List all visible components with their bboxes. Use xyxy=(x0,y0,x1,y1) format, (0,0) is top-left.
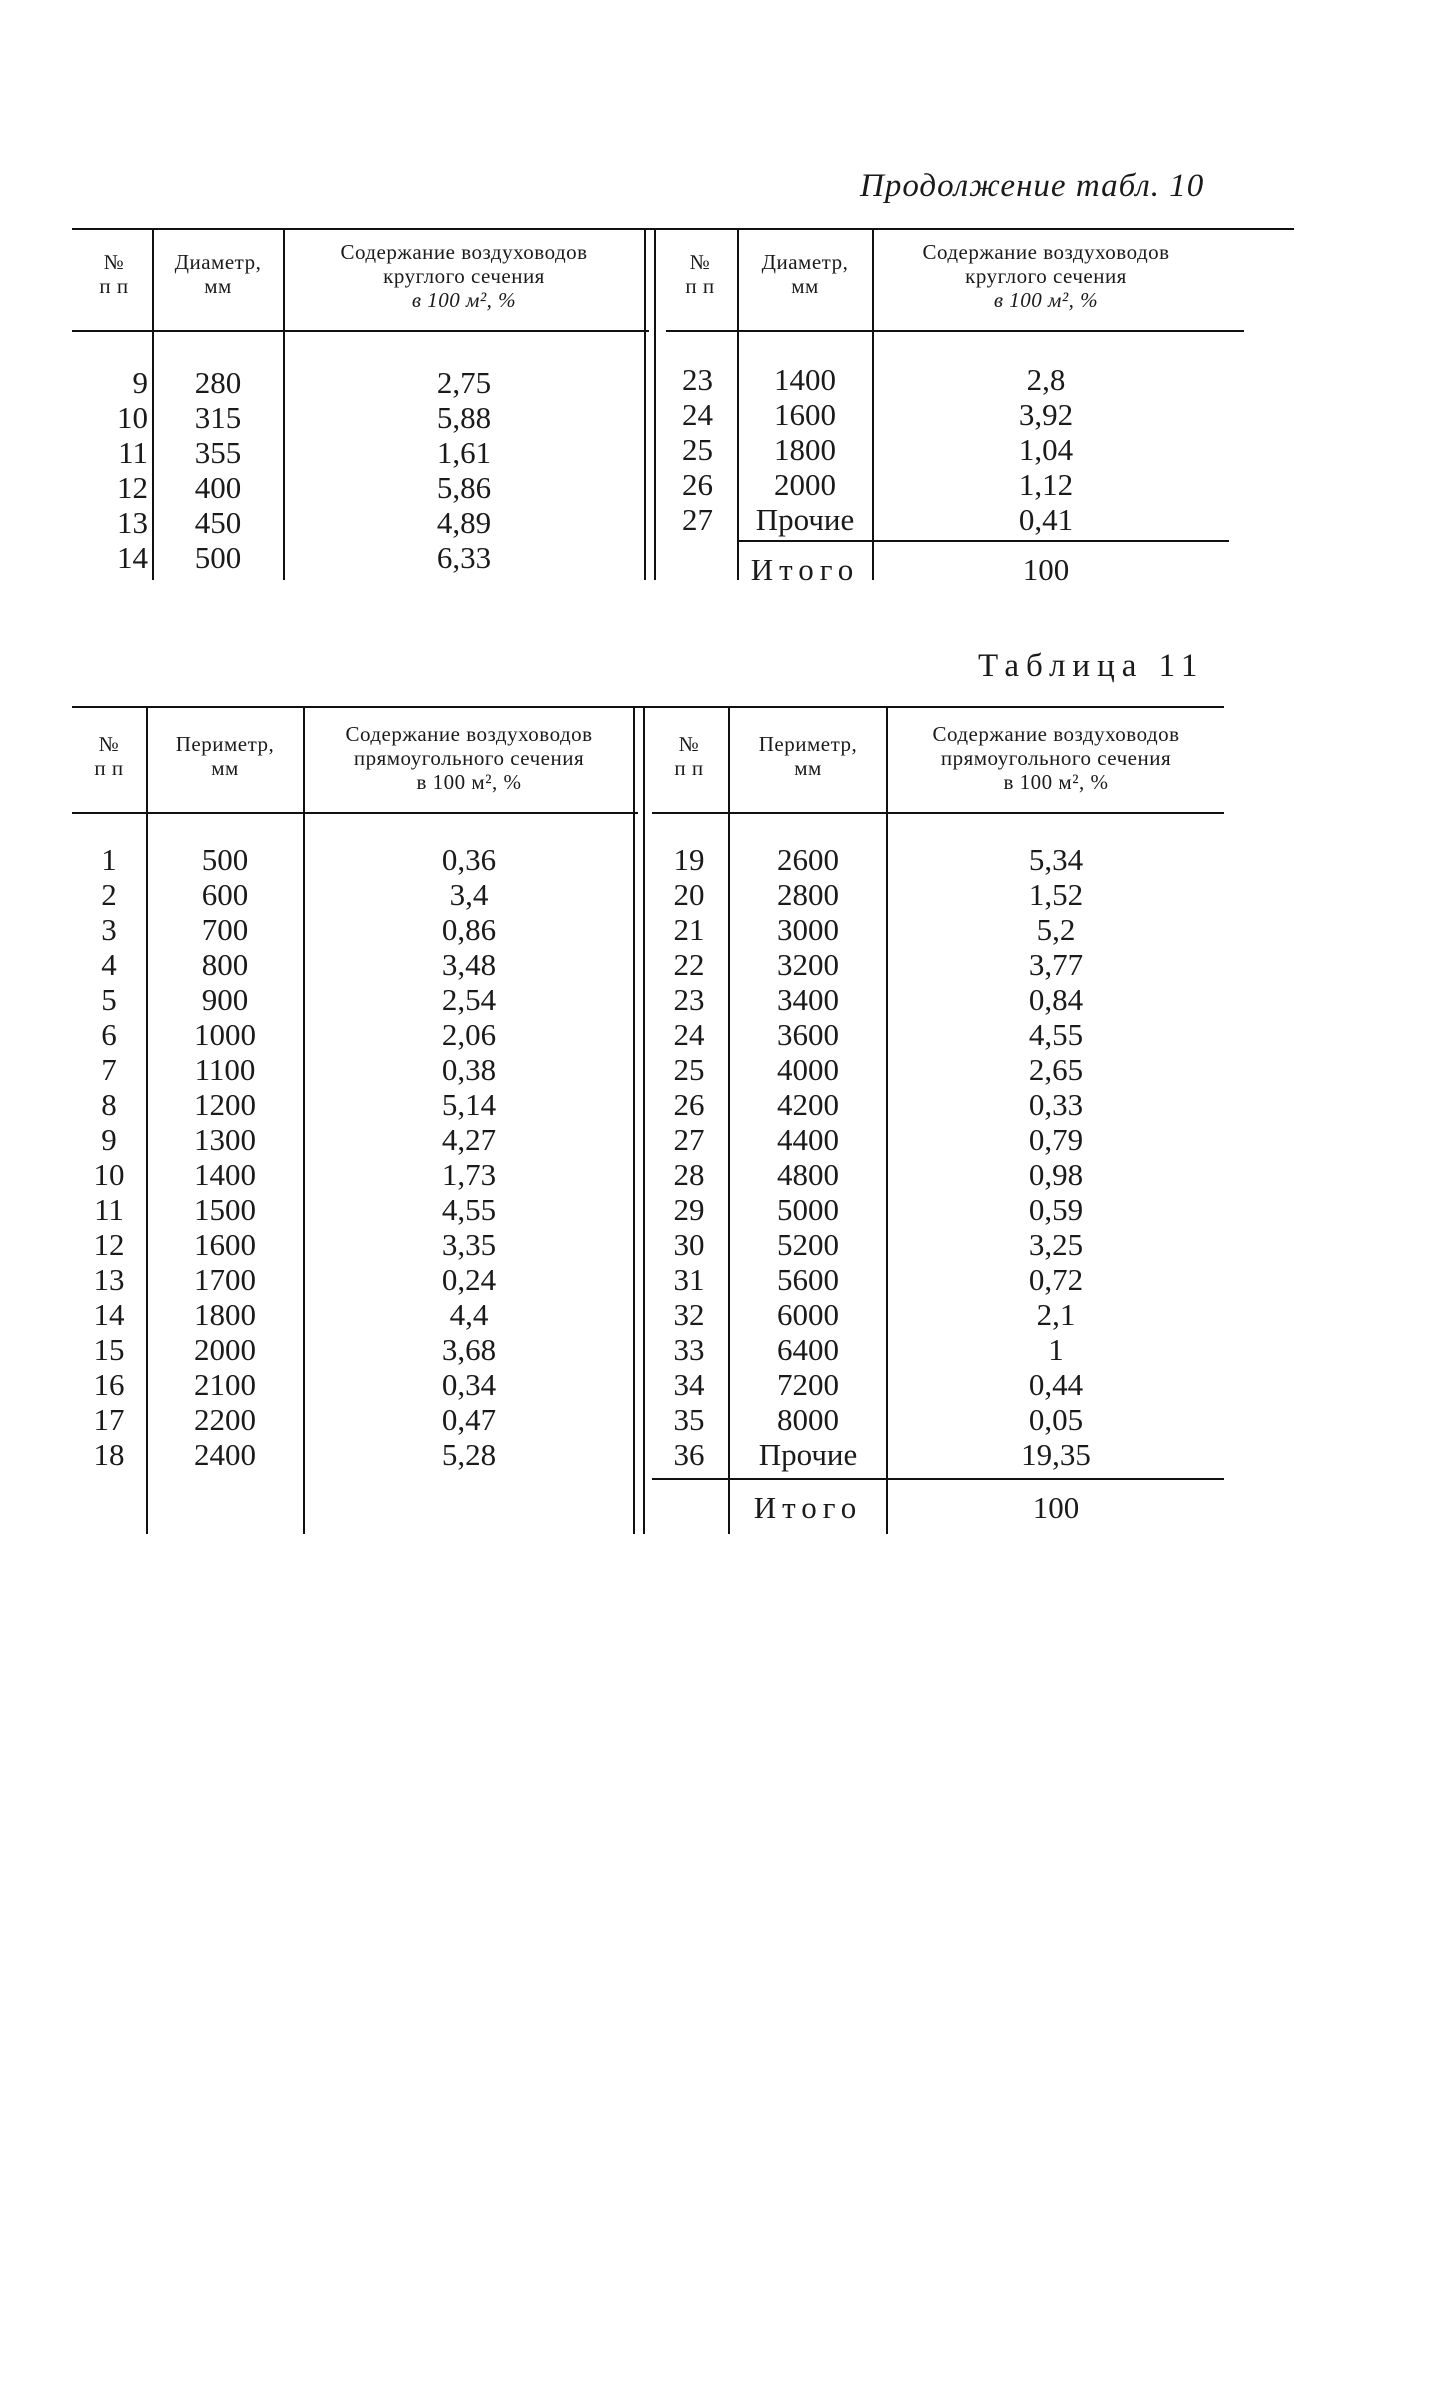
table-cell: 5 xyxy=(101,982,117,1017)
header-line: п п xyxy=(685,274,715,298)
table10-total-value xyxy=(876,552,1216,587)
table-cell: Итого xyxy=(750,552,860,587)
table-cell: 12 xyxy=(117,470,148,505)
table11-left-value-column xyxy=(308,842,630,1472)
table-cell: 29 xyxy=(673,1192,705,1227)
table11-vline xyxy=(886,706,888,1534)
table10-header-rule-right xyxy=(666,330,1244,332)
table-cell: Прочие xyxy=(758,1437,858,1472)
table-cell: 20 xyxy=(673,877,705,912)
table-cell: 12 xyxy=(93,1227,125,1262)
table11-vline xyxy=(303,706,305,1534)
table10-left-value-column xyxy=(288,365,640,575)
table-cell: 100 xyxy=(1032,1490,1080,1525)
header-line: в 100 м², % xyxy=(416,770,522,794)
table-cell: 1800 xyxy=(194,1297,256,1332)
table-cell: 36 xyxy=(673,1437,705,1472)
table-cell: 2 xyxy=(101,877,117,912)
header-line: п п xyxy=(99,274,129,298)
table-cell: 7200 xyxy=(777,1367,839,1402)
header-line: в 100 м², % xyxy=(993,288,1099,312)
table-cell: 35 xyxy=(673,1402,705,1437)
table-cell: 2,1 xyxy=(1036,1297,1076,1332)
table-cell: 4800 xyxy=(777,1157,839,1192)
table-cell: 5,86 xyxy=(436,470,492,505)
table-cell: 3200 xyxy=(777,947,839,982)
table-cell: 1,12 xyxy=(1018,467,1074,502)
table-cell: 450 xyxy=(194,505,242,540)
table11-right-perimeter-column xyxy=(732,842,884,1472)
table-cell: 10 xyxy=(117,400,148,435)
table-cell: 13 xyxy=(93,1262,125,1297)
table-cell: 2,8 xyxy=(1026,362,1066,397)
table-cell: 5,2 xyxy=(1036,912,1076,947)
header-line: прямоугольного сечения xyxy=(353,746,585,770)
table-cell: 3400 xyxy=(777,982,839,1017)
table-cell: 14 xyxy=(93,1297,125,1332)
table-cell: 3,25 xyxy=(1028,1227,1084,1262)
table-cell: 4000 xyxy=(777,1052,839,1087)
header-line: Периметр, xyxy=(175,732,275,756)
table-cell: 8000 xyxy=(777,1402,839,1437)
table-cell: 13 xyxy=(117,505,148,540)
table-cell: 19,35 xyxy=(1021,1437,1091,1472)
table-cell: 2000 xyxy=(194,1332,256,1367)
table11-header-perimeter xyxy=(150,732,300,780)
table-cell: 4,55 xyxy=(1028,1017,1084,1052)
header-line: п п xyxy=(674,756,704,780)
table-cell: 1 xyxy=(1048,1332,1064,1367)
table-cell: 2100 xyxy=(194,1367,256,1402)
table-cell: 9 xyxy=(132,365,148,400)
table-cell: 600 xyxy=(201,877,249,912)
table-cell: Прочие xyxy=(755,502,855,537)
table-cell: 500 xyxy=(194,540,242,575)
table-cell: 33 xyxy=(673,1332,705,1367)
table-cell: 0,41 xyxy=(1018,502,1074,537)
header-line: круглого сечения xyxy=(965,264,1127,288)
table-cell: 1800 xyxy=(774,432,836,467)
table-cell: 2,65 xyxy=(1028,1052,1084,1087)
table-cell: 0,47 xyxy=(441,1402,497,1437)
table11-vline xyxy=(146,706,148,1534)
table-cell: 2800 xyxy=(777,877,839,912)
table-cell: 0,84 xyxy=(1028,982,1084,1017)
table-cell: 9 xyxy=(101,1122,117,1157)
table-cell: 6000 xyxy=(777,1297,839,1332)
table-cell: 1,52 xyxy=(1028,877,1084,912)
table-cell: 6400 xyxy=(777,1332,839,1367)
table-cell: 26 xyxy=(673,1087,705,1122)
table10-header-content xyxy=(288,240,640,312)
table10-header-rule-left xyxy=(72,330,649,332)
table10-header-num xyxy=(80,250,148,298)
table-cell: 34 xyxy=(673,1367,705,1402)
table-cell: 3,4 xyxy=(449,877,489,912)
table-cell: 16 xyxy=(93,1367,125,1402)
table-cell: 24 xyxy=(682,397,713,432)
table-cell: 3600 xyxy=(777,1017,839,1052)
table-cell: 4,4 xyxy=(449,1297,489,1332)
table-cell: 2,06 xyxy=(441,1017,497,1052)
table-cell: 17 xyxy=(93,1402,125,1437)
header-line: Содержание воздуховодов xyxy=(932,722,1180,746)
table-cell: 0,44 xyxy=(1028,1367,1084,1402)
table-cell: 22 xyxy=(673,947,705,982)
header-line: Периметр, xyxy=(758,732,858,756)
table10-caption: Продолжение табл. 10 xyxy=(860,168,1205,204)
table11-header-num xyxy=(76,732,142,780)
table11-header-rule-left xyxy=(72,812,638,814)
table-cell: 0,24 xyxy=(441,1262,497,1297)
table-cell: 31 xyxy=(673,1262,705,1297)
table-cell: 1,73 xyxy=(441,1157,497,1192)
table10-header-diameter xyxy=(156,250,280,298)
table11-total-rule xyxy=(652,1478,1224,1480)
table-cell: 10 xyxy=(93,1157,125,1192)
header-line: Диаметр, xyxy=(761,250,849,274)
table-cell: 5,28 xyxy=(441,1437,497,1472)
table-cell: 5,34 xyxy=(1028,842,1084,877)
table-cell: 3,48 xyxy=(441,947,497,982)
table10-left-diameter-column xyxy=(156,365,280,575)
table10-left-num-column xyxy=(80,365,156,575)
header-line: Содержание воздуховодов xyxy=(922,240,1170,264)
table-cell: 2200 xyxy=(194,1402,256,1437)
table-cell: 0,98 xyxy=(1028,1157,1084,1192)
table-cell: 5000 xyxy=(777,1192,839,1227)
table-cell: 14 xyxy=(117,540,148,575)
table-cell: 8 xyxy=(101,1087,117,1122)
table11-total-label xyxy=(732,1490,884,1525)
table11-right-value-column xyxy=(890,842,1222,1472)
table11-vline xyxy=(728,706,730,1534)
table-cell: 32 xyxy=(673,1297,705,1332)
table-cell: 5600 xyxy=(777,1262,839,1297)
table-cell: 11 xyxy=(94,1192,124,1227)
table11-header-content xyxy=(890,722,1222,794)
table-cell: 4,89 xyxy=(436,505,492,540)
header-line: мм xyxy=(791,274,819,298)
table-cell: 1200 xyxy=(194,1087,256,1122)
table11-double-divider xyxy=(633,706,645,1534)
table-cell: 500 xyxy=(201,842,249,877)
table-cell: 6,33 xyxy=(436,540,492,575)
table-cell: 3 xyxy=(101,912,117,947)
table-cell: 0,72 xyxy=(1028,1262,1084,1297)
table-cell: 7 xyxy=(101,1052,117,1087)
table10-total-label xyxy=(740,552,870,587)
table-cell: 1600 xyxy=(194,1227,256,1262)
table-cell: 0,38 xyxy=(441,1052,497,1087)
table-cell: 315 xyxy=(194,400,242,435)
header-line: круглого сечения xyxy=(383,264,545,288)
table-cell: 27 xyxy=(682,502,713,537)
table-cell: 4400 xyxy=(777,1122,839,1157)
table-cell: 0,05 xyxy=(1028,1402,1084,1437)
table10-right-value-column xyxy=(876,362,1216,537)
table-cell: 3,77 xyxy=(1028,947,1084,982)
table-cell: 15 xyxy=(93,1332,125,1367)
header-line: Содержание воздуховодов xyxy=(345,722,593,746)
table-cell: 3000 xyxy=(777,912,839,947)
table-cell: 400 xyxy=(194,470,242,505)
table-cell: 0,79 xyxy=(1028,1122,1084,1157)
table11-top-rule xyxy=(72,706,1224,708)
table11-left-num-column xyxy=(76,842,142,1472)
table-cell: 5,14 xyxy=(441,1087,497,1122)
table-cell: 4,55 xyxy=(441,1192,497,1227)
table-cell: 0,36 xyxy=(441,842,497,877)
table-cell: 900 xyxy=(201,982,249,1017)
table-cell: 2,54 xyxy=(441,982,497,1017)
table-cell: 18 xyxy=(93,1437,125,1472)
table-cell: 1,61 xyxy=(436,435,492,470)
header-line: Диаметр, xyxy=(174,250,262,274)
table-cell: 23 xyxy=(682,362,713,397)
table10-right-num-column xyxy=(660,362,735,537)
table-cell: 6 xyxy=(101,1017,117,1052)
header-line: в 100 м², % xyxy=(1003,770,1109,794)
table11-caption: Таблица 11 xyxy=(978,648,1205,684)
table-cell: 1700 xyxy=(194,1262,256,1297)
header-line: Содержание воздуховодов xyxy=(340,240,588,264)
table-cell: 2400 xyxy=(194,1437,256,1472)
table10-vline xyxy=(872,228,874,580)
table-cell: 4 xyxy=(101,947,117,982)
table-cell: 1600 xyxy=(774,397,836,432)
table-cell: 5,88 xyxy=(436,400,492,435)
table-cell: 1000 xyxy=(194,1017,256,1052)
table-cell: 1,04 xyxy=(1018,432,1074,467)
table-cell: Итого xyxy=(753,1490,863,1525)
table11-header-rule-right xyxy=(652,812,1224,814)
table-cell: 4,27 xyxy=(441,1122,497,1157)
table-cell: 280 xyxy=(194,365,242,400)
table-cell: 4200 xyxy=(777,1087,839,1122)
table11-left-perimeter-column xyxy=(150,842,300,1472)
table-cell: 19 xyxy=(673,842,705,877)
header-line: мм xyxy=(204,274,232,298)
header-line: прямоугольного сечения xyxy=(940,746,1172,770)
table-cell: 100 xyxy=(1022,552,1070,587)
table10-total-rule xyxy=(737,540,1229,542)
header-line: № xyxy=(103,250,125,274)
table-cell: 2000 xyxy=(774,467,836,502)
table10-top-rule xyxy=(72,228,1294,230)
table-cell: 1 xyxy=(101,842,117,877)
table-cell: 5200 xyxy=(777,1227,839,1262)
table-cell: 1400 xyxy=(194,1157,256,1192)
table-cell: 24 xyxy=(673,1017,705,1052)
table-cell: 27 xyxy=(673,1122,705,1157)
header-line: № xyxy=(98,732,120,756)
table-cell: 0,34 xyxy=(441,1367,497,1402)
table10-right-diameter-column xyxy=(740,362,870,537)
table-cell: 3,92 xyxy=(1018,397,1074,432)
table-cell: 23 xyxy=(673,982,705,1017)
table11-header-content xyxy=(308,722,630,794)
header-line: № xyxy=(678,732,700,756)
table-cell: 2,75 xyxy=(436,365,492,400)
table-cell: 0,59 xyxy=(1028,1192,1084,1227)
table-cell: 1100 xyxy=(194,1052,256,1087)
header-line: п п xyxy=(94,756,124,780)
header-line: № xyxy=(689,250,711,274)
table-cell: 355 xyxy=(194,435,242,470)
table10-vline xyxy=(737,228,739,580)
table10-header-content xyxy=(876,240,1216,312)
header-line: мм xyxy=(211,756,239,780)
table10-header-num xyxy=(665,250,735,298)
table-cell: 21 xyxy=(673,912,705,947)
table10-header-diameter xyxy=(740,250,870,298)
table-cell: 3,68 xyxy=(441,1332,497,1367)
table11-total-value xyxy=(890,1490,1222,1525)
table-cell: 11 xyxy=(118,435,148,470)
table-cell: 0,86 xyxy=(441,912,497,947)
table-cell: 3,35 xyxy=(441,1227,497,1262)
table-cell: 30 xyxy=(673,1227,705,1262)
table-cell: 25 xyxy=(673,1052,705,1087)
table10-vline xyxy=(283,228,285,580)
table10-double-divider xyxy=(644,228,656,580)
table-cell: 2600 xyxy=(777,842,839,877)
table11-header-perimeter xyxy=(732,732,884,780)
table-cell: 800 xyxy=(201,947,249,982)
table-cell: 28 xyxy=(673,1157,705,1192)
table11-header-num xyxy=(652,732,726,780)
table-cell: 26 xyxy=(682,467,713,502)
table-cell: 700 xyxy=(201,912,249,947)
table-cell: 1400 xyxy=(774,362,836,397)
header-line: мм xyxy=(794,756,822,780)
table-cell: 1500 xyxy=(194,1192,256,1227)
table-cell: 0,33 xyxy=(1028,1087,1084,1122)
table-cell: 1300 xyxy=(194,1122,256,1157)
header-line: в 100 м², % xyxy=(411,288,517,312)
table-cell: 25 xyxy=(682,432,713,467)
table11-right-num-column xyxy=(652,842,726,1472)
